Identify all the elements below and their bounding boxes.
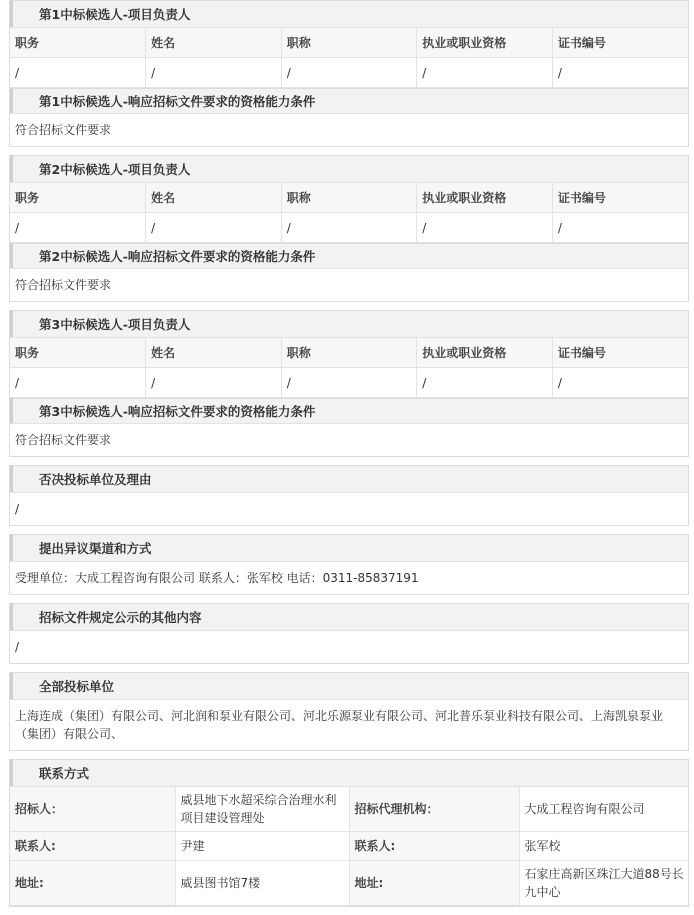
agency-address-label: 地址:: [349, 861, 519, 906]
agency-contact-value: 张军校: [519, 832, 690, 861]
tenderer-value: 威县地下水超采综合治理水利项目建设管理处: [175, 787, 349, 832]
col-position: 职务: [10, 28, 146, 58]
bidders-title: 全部投标单位: [10, 672, 688, 699]
candidate-1-block: [9, 0, 689, 147]
contact-block: [9, 759, 689, 907]
candidate-2-leader-title: 第2中标候选人-项目负责人: [10, 155, 688, 182]
candidate-1-qual-title: 第1中标候选人-响应招标文件要求的资格能力条件: [10, 88, 688, 113]
candidate-2-block: [9, 155, 689, 302]
candidate-3-qual-title: 第3中标候选人-响应招标文件要求的资格能力条件: [10, 398, 688, 423]
cell-title: /: [281, 368, 417, 398]
objection-title: 提出异议渠道和方式: [10, 534, 688, 561]
contact-title: 联系方式: [10, 759, 688, 786]
cell-position: /: [10, 368, 146, 398]
objection-text: 受理单位：大成工程咨询有限公司 联系人：张军校 电话：0311-85837191: [10, 561, 688, 594]
other-content-block: [9, 603, 689, 664]
col-name: 姓名: [146, 28, 282, 58]
cell-name: /: [146, 213, 282, 243]
cell-qualification: /: [417, 368, 553, 398]
col-position: 职务: [10, 338, 146, 368]
agency-label: 招标代理机构：: [349, 787, 519, 832]
candidate-2-qual-title: 第2中标候选人-响应招标文件要求的资格能力条件: [10, 243, 688, 268]
rejected-block: [9, 465, 689, 526]
candidate-3-leader-table: [10, 337, 688, 398]
cell-name: /: [146, 58, 282, 88]
cell-qualification: /: [417, 58, 553, 88]
col-qualification: 执业或职业资格: [417, 28, 553, 58]
cell-certificate: /: [552, 58, 688, 88]
candidate-1-qual-text: 符合招标文件要求: [10, 113, 688, 146]
bidders-text: 上海连成（集团）有限公司、河北润和泵业有限公司、河北乐源泵业有限公司、河北普乐泵业科技有限公司、上海凯泉泵业（集团）有限公司、: [10, 699, 688, 750]
bid-result-document: [9, 0, 689, 915]
col-name: 姓名: [146, 183, 282, 213]
tenderer-contact-value: 尹建: [175, 832, 349, 861]
cell-position: /: [10, 213, 146, 243]
tenderer-address-label: 地址:: [10, 861, 175, 906]
cell-name: /: [146, 368, 282, 398]
tenderer-address-value: 威县图书馆7楼: [175, 861, 349, 906]
cell-title: /: [281, 58, 417, 88]
tenderer-contact-label: 联系人:: [10, 832, 175, 861]
candidate-1-leader-table: [10, 27, 688, 88]
cell-certificate: /: [552, 368, 688, 398]
other-content-text: /: [10, 630, 688, 663]
bidders-block: [9, 672, 689, 751]
candidate-3-qual-text: 符合招标文件要求: [10, 423, 688, 456]
candidate-2-qual-text: 符合招标文件要求: [10, 268, 688, 301]
agency-contact-label: 联系人:: [349, 832, 519, 861]
rejected-text: /: [10, 492, 688, 525]
col-certificate: 证书编号: [552, 183, 688, 213]
contact-table: [10, 786, 690, 906]
agency-value: 大成工程咨询有限公司: [519, 787, 690, 832]
candidate-3-block: [9, 310, 689, 457]
col-certificate: 证书编号: [552, 28, 688, 58]
col-title: 职称: [281, 183, 417, 213]
col-name: 姓名: [146, 338, 282, 368]
col-position: 职务: [10, 183, 146, 213]
candidate-1-leader-title: 第1中标候选人-项目负责人: [10, 0, 688, 27]
col-qualification: 执业或职业资格: [417, 183, 553, 213]
cell-position: /: [10, 58, 146, 88]
candidate-2-leader-table: [10, 182, 688, 243]
cell-certificate: /: [552, 213, 688, 243]
cell-qualification: /: [417, 213, 553, 243]
tenderer-label: 招标人：: [10, 787, 175, 832]
cell-title: /: [281, 213, 417, 243]
col-qualification: 执业或职业资格: [417, 338, 553, 368]
col-certificate: 证书编号: [552, 338, 688, 368]
agency-address-value: 石家庄高新区珠江大道88号长九中心: [519, 861, 690, 906]
col-title: 职称: [281, 338, 417, 368]
col-title: 职称: [281, 28, 417, 58]
objection-block: [9, 534, 689, 595]
rejected-title: 否决投标单位及理由: [10, 465, 688, 492]
other-content-title: 招标文件规定公示的其他内容: [10, 603, 688, 630]
candidate-3-leader-title: 第3中标候选人-项目负责人: [10, 310, 688, 337]
